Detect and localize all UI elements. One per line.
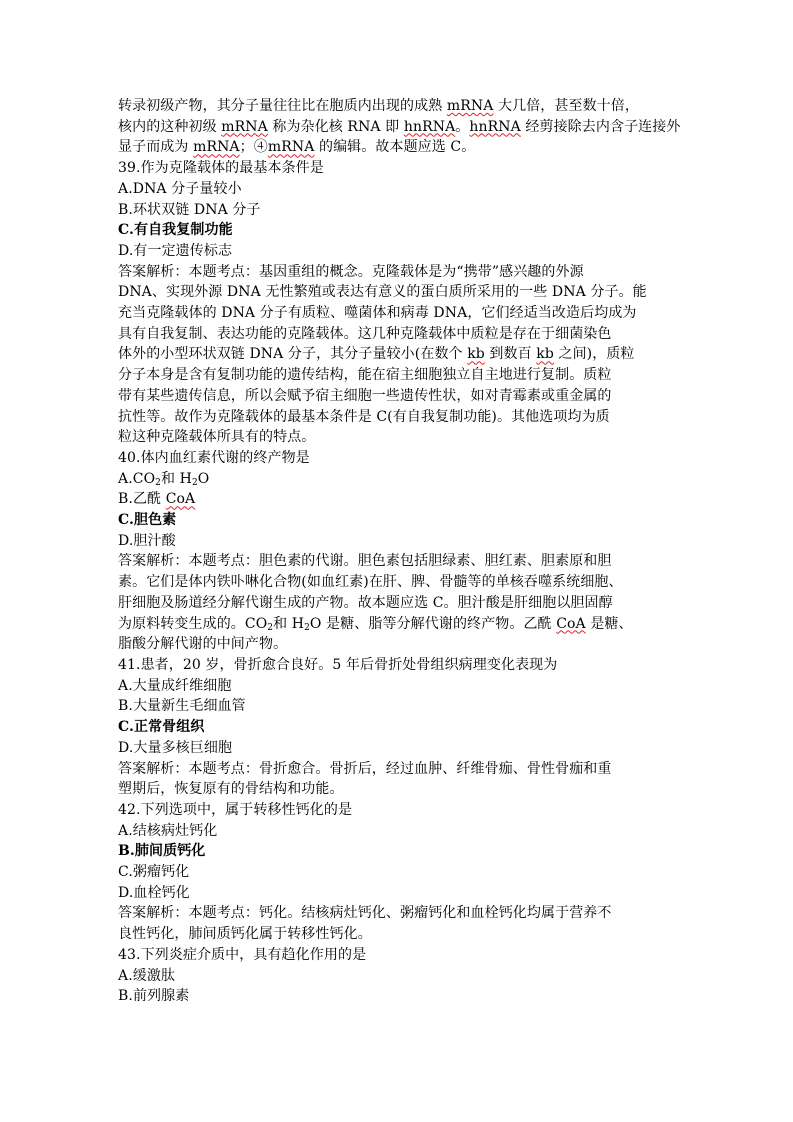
text-line-e39e xyxy=(118,344,678,365)
text-segment: 41.患者，20 岁，骨折愈合良好。5 年后骨折处骨组织病理变化表现为 xyxy=(118,656,558,673)
text-line-l1 xyxy=(118,96,678,117)
text-segment: O 是糖、脂等分解代谢的终产物。乙酰 xyxy=(309,615,557,632)
subscript: 2 xyxy=(267,622,274,633)
spellcheck-underlined-term: mRNA xyxy=(221,118,268,135)
text-segment: 充当克隆载体的 DNA 分子有质粒、噬菌体和病毒 DNA，它们经适当改造后均成为 xyxy=(118,305,637,322)
text-segment: 和 H xyxy=(273,615,305,632)
text-segment: B.前列腺素 xyxy=(118,988,190,1005)
text-line-e39c xyxy=(118,303,678,324)
text-line-q41 xyxy=(118,655,678,676)
text-segment: D.大量多核巨细胞 xyxy=(118,739,233,756)
text-segment: DNA、实现外源 DNA 无性繁殖或表达有意义的蛋白质所采用的一些 DNA 分子。能 xyxy=(118,284,647,301)
text-segment: A.缓激肽 xyxy=(118,967,176,984)
text-segment: 之间)，质粒 xyxy=(553,346,635,363)
text-segment: A.CO xyxy=(118,470,156,487)
text-segment: A.DNA 分子量较小 xyxy=(118,180,242,197)
text-line-q40c xyxy=(118,510,678,531)
spellcheck-underlined-term: CoA xyxy=(556,615,586,632)
text-line-l2 xyxy=(118,117,681,138)
text-line-q40a xyxy=(118,469,678,490)
text-segment: 转录初级产物，其分子量往往比在胞质内出现的成熟 xyxy=(118,98,447,114)
text-line-q43 xyxy=(118,945,678,966)
text-line-q41a xyxy=(118,676,678,697)
spellcheck-underlined-term: kb xyxy=(467,346,485,363)
text-segment: 39.作为克隆载体的最基本条件是 xyxy=(118,160,324,177)
text-line-q42b xyxy=(118,841,678,862)
text-segment: C.粥瘤钙化 xyxy=(118,864,190,881)
text-line-e40c xyxy=(118,593,678,614)
text-line-e39h xyxy=(118,407,678,428)
text-segment: 粒这种克隆载体所具有的特点。 xyxy=(118,429,316,446)
text-segment: 到数百 xyxy=(484,346,537,363)
text-segment: D.胆汁酸 xyxy=(118,532,176,549)
text-line-q39d xyxy=(118,241,678,262)
text-line-q39a xyxy=(118,179,678,200)
text-line-e39g xyxy=(118,386,678,407)
spellcheck-underlined-term: hnRNA xyxy=(469,118,521,135)
spellcheck-underlined-term: kb xyxy=(536,346,554,363)
text-segment: 大几倍，甚至数十倍， xyxy=(493,98,639,114)
text-segment: C.正常骨组织 xyxy=(118,719,205,736)
text-line-q39c xyxy=(118,220,678,241)
text-line-q42 xyxy=(118,800,678,821)
text-segment: 是糖、 xyxy=(585,615,633,632)
text-line-q39 xyxy=(118,158,678,179)
text-segment: 称为杂化核 RNA 即 xyxy=(267,118,404,135)
text-line-e42a xyxy=(118,903,678,924)
text-line-e41b xyxy=(118,779,678,800)
text-line-q42c xyxy=(118,862,678,883)
text-segment: B.乙酰 xyxy=(118,491,166,508)
text-line-q43a xyxy=(118,966,678,987)
text-line-e40e xyxy=(118,634,678,655)
text-line-e40b xyxy=(118,572,678,593)
text-line-q40 xyxy=(118,448,678,469)
text-segment: 素。它们是体内铁卟啉化合物(如血红素)在肝、脾、骨髓等的单核吞噬系统细胞、 xyxy=(118,574,623,591)
text-segment: 40.体内血红素代谢的终产物是 xyxy=(118,449,310,466)
text-segment: C.有自我复制功能 xyxy=(118,222,233,239)
text-segment: A.结核病灶钙化 xyxy=(118,822,218,839)
text-line-e39i xyxy=(118,427,678,448)
text-segment: 答案解析：本题考点：钙化。结核病灶钙化、粥瘤钙化和血栓钙化均属于营养不 xyxy=(118,905,612,922)
spellcheck-underlined-term: mRNA xyxy=(267,139,315,156)
text-segment: 脂酸分解代谢的中间产物。 xyxy=(118,636,288,653)
text-segment: 分子本身是含有复制功能的遗传结构，能在宿主细胞独立自主地进行复制。质粒 xyxy=(118,367,612,384)
text-segment: 良性钙化，肺间质钙化属于转移性钙化。 xyxy=(118,926,372,943)
text-segment: D.血栓钙化 xyxy=(118,884,190,901)
text-line-q43b xyxy=(118,986,678,1007)
text-segment: B.大量新生毛细血管 xyxy=(118,698,246,715)
text-segment: 答案解析：本题考点：基因重组的概念。克隆载体是为“携带”感兴趣的外源 xyxy=(118,263,584,280)
text-segment: D.有一定遗传标志 xyxy=(118,242,233,259)
text-segment: B.肺间质钙化 xyxy=(118,843,206,860)
text-segment: 答案解析：本题考点：胆色素的代谢。胆色素包括胆绿素、胆红素、胆素原和胆 xyxy=(118,553,612,570)
text-segment: 塑期后，恢复原有的骨结构和功能。 xyxy=(118,781,344,798)
text-segment: ；④ xyxy=(239,139,268,156)
text-segment: C.胆色素 xyxy=(118,512,177,529)
spellcheck-underlined-term: mRNA xyxy=(193,139,240,156)
text-line-q41d xyxy=(118,738,678,759)
text-line-q40d xyxy=(118,531,678,552)
text-segment: 具有自我复制、表达功能的克隆载体。这几种克隆载体中质粒是存在于细菌染色 xyxy=(118,325,612,342)
subscript: 2 xyxy=(304,622,310,633)
text-line-q42d xyxy=(118,883,678,904)
text-line-q41b xyxy=(118,696,678,717)
text-segment: 带有某些遗传信息，所以会赋予宿主细胞一些遗传性状，如对青霉素或重金属的 xyxy=(118,387,612,404)
text-line-e40d xyxy=(118,614,678,635)
text-segment: B.环状双链 DNA 分子 xyxy=(118,201,261,218)
text-line-e39f xyxy=(118,365,678,386)
text-segment: 肝细胞及肠道经分解代谢生成的产物。故本题应选 C。胆汁酸是肝细胞以胆固醇 xyxy=(118,594,613,611)
text-line-e39d xyxy=(118,324,678,345)
text-line-q41c xyxy=(118,717,678,738)
text-segment: O xyxy=(197,470,210,487)
subscript: 2 xyxy=(155,477,161,488)
spellcheck-underlined-term: mRNA xyxy=(446,98,494,114)
text-segment: 为原料转变生成的。CO xyxy=(118,615,268,632)
text-line-q39b xyxy=(118,200,678,221)
text-line-l3 xyxy=(118,137,678,158)
text-segment: A.大量成纤维细胞 xyxy=(118,677,232,694)
text-line-q40b xyxy=(118,489,678,510)
text-segment: 经剪接除去内含子连接外 xyxy=(520,118,681,135)
text-line-q42a xyxy=(118,821,678,842)
text-line-e39b xyxy=(118,282,678,303)
text-segment: 抗性等。故作为克隆载体的最基本条件是 C(有自我复制功能)。其他选项均为质 xyxy=(118,408,610,425)
text-segment: 核内的这种初级 xyxy=(118,118,222,135)
text-segment: 42.下列选项中，属于转移性钙化的是 xyxy=(118,801,353,818)
document-page xyxy=(118,96,681,1007)
subscript: 2 xyxy=(191,477,198,488)
text-segment: 和 H xyxy=(160,470,192,487)
text-line-e42b xyxy=(118,924,678,945)
text-segment: 。 xyxy=(455,118,470,135)
text-segment: 体外的小型环状双链 DNA 分子，其分子量较小(在数个 xyxy=(118,346,468,363)
text-segment: 43.下列炎症介质中，具有趋化作用的是 xyxy=(118,946,367,963)
text-segment: 答案解析：本题考点：骨折愈合。骨折后，经过血肿、纤维骨痂、骨性骨痂和重 xyxy=(118,760,612,777)
text-line-e39a xyxy=(118,262,678,283)
spellcheck-underlined-term: CoA xyxy=(165,491,196,508)
text-line-e40a xyxy=(118,551,678,572)
text-line-e41a xyxy=(118,759,678,780)
text-segment: 的编辑。故本题应选 C。 xyxy=(314,139,476,156)
text-segment: 显子而成为 xyxy=(118,139,194,156)
spellcheck-underlined-term: hnRNA xyxy=(403,118,456,135)
